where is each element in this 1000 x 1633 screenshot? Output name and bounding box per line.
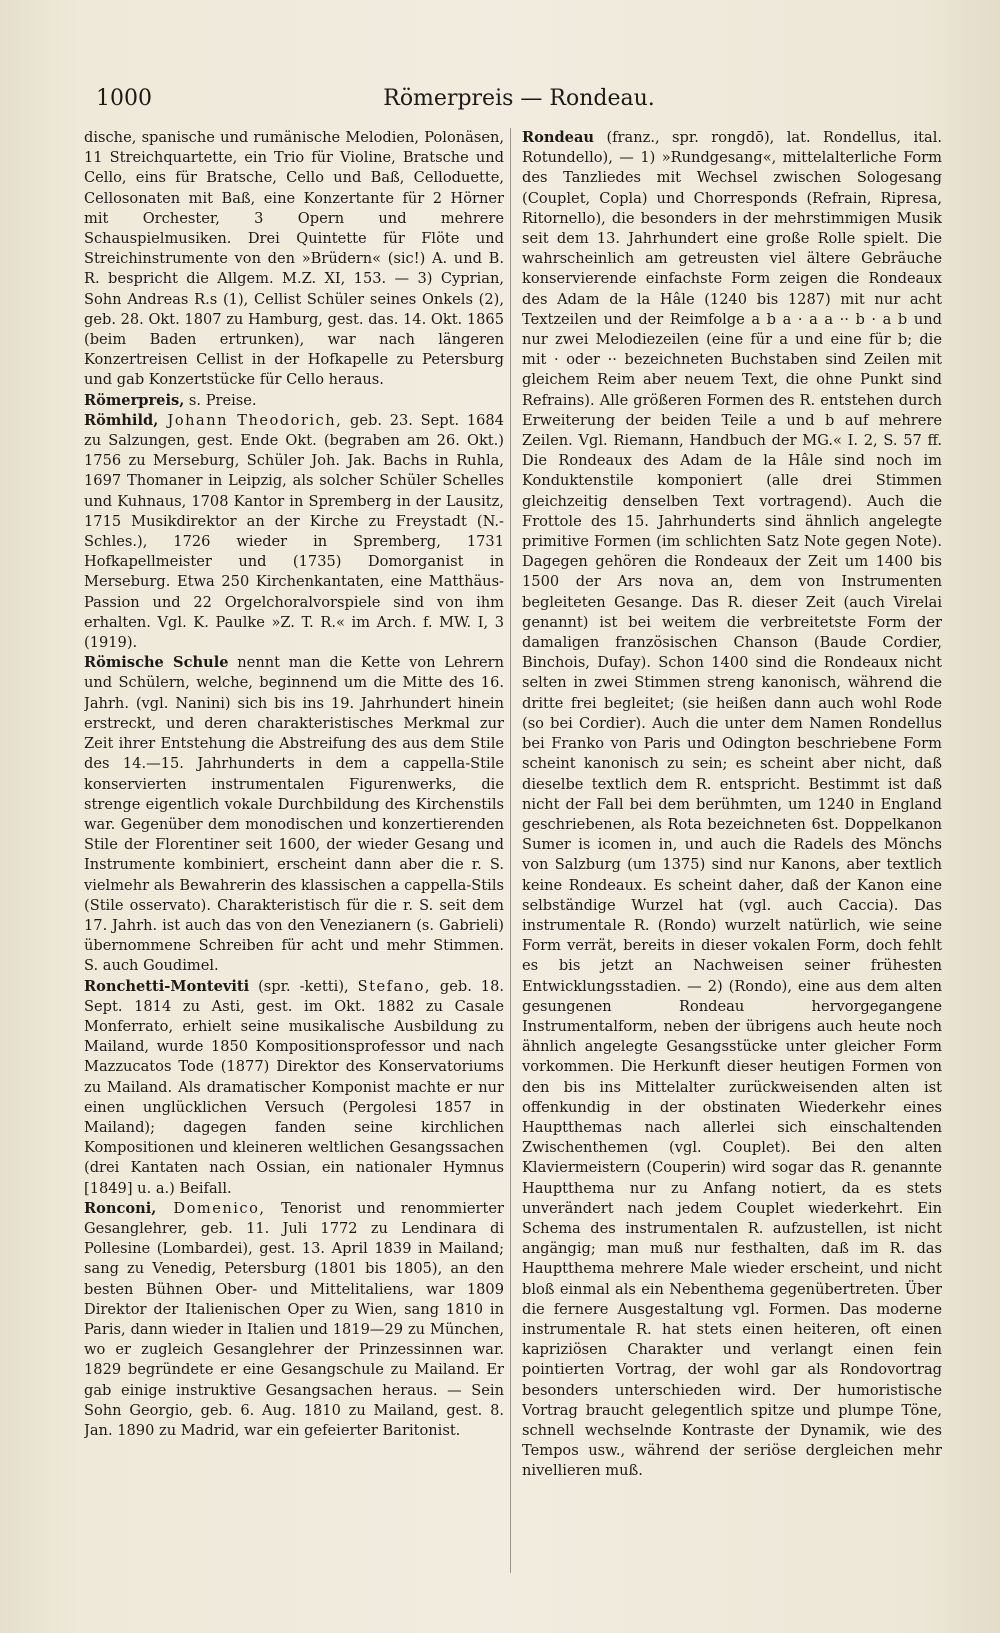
page-number: 1000	[96, 86, 152, 111]
entry-headword: Römerpreis,	[84, 391, 185, 409]
entry-name: Johann Theodorich,	[158, 411, 343, 429]
entry-text: Tenorist und renommierter Gesanglehrer, geb. 11. Juli 1772 zu Lendinara di Pollesine (Lombardei), gest. 13. April 1839 in Mailand; sang zu Venedig, Petersburg (1801 bis 1805), an den besten Bühnen Ober- und Mittelitaliens, war 1809 Direktor der Italienischen Oper zu Wien, sang 1810 in Paris, dann wieder in Italien und 1819—29 zu München, wo er zugleich Gesanglehrer der Prinzessinnen war. 1829 begründete er eine Gesangschule zu Mailand. Er gab einige instruktive Gesangsachen heraus. — Sein Sohn Georgio, geb. 6. Aug. 1810 zu Mailand, gest. 8. Jan. 1890 zu Madrid, war ein gefeierter Baritonist.	[84, 1199, 504, 1439]
right-column	[522, 128, 942, 1588]
entry-headword: Rondeau	[522, 129, 595, 146]
page-header	[96, 86, 942, 118]
column-divider	[510, 128, 511, 1573]
entry-headword: Ronchetti-Monteviti	[84, 977, 250, 995]
entry-ronchetti-monteviti	[84, 977, 504, 1199]
entry-roemhild	[84, 411, 504, 653]
entry-ronconi	[84, 1199, 504, 1441]
entry-text: (franz., spr. rongdō), lat. Rondellus, ital. Rotundello), — 1) »Rundgesang«, mittelalterliche Form des Tanzliedes mit Wechsel zwischen Sologesang (Couplet, Copla) und Chorresponds (Refrain, Ripresa, Ritornello), die besonders in der mehrstimmigen Musik seit dem 13. Jahrhundert eine große Rolle spielt. Die wahrscheinlich am getreusten viel ältere Gebräuche konservierende einfachste Form zeigen die Rondeaux des Adam de la Hâle (1240 bis 1287) mit nur acht Textzeilen und der Reimfolge a b a · a a ·· b · a b und nur zwei Melodiezeilen (eine für a und eine für b; die mit · oder ·· bezeichneten Buchstaben sind Zeilen mit gleichem Reim aber neuem Text, die ohne Punkt sind Refrains). Alle größeren Formen des R. entstehen durch Erweiterung der beiden Teile a und b auf mehrere Zeilen. Vgl. Riemann, Handbuch der MG.« I. 2, S. 57 ff. Die Rondeaux des Adam de la Hâle sind noch im Konduktenstile komponiert (alle drei Stimmen gleichzeitig denselben Text vortragend). Auch die Frottole des 15. Jahrhunderts sind ähnlich angelegte primitive Formen (im schlichten Satz Note gegen Note). Dagegen gehören die Rondeaux der Zeit um 1400 bis 1500 der Ars nova an, dem von Instrumenten begleiteten Gesange. Das R. dieser Zeit (auch Virelai genannt) ist bei weitem die verbreitetste Form der damaligen französischen Chanson (Baude Cordier, Binchois, Dufay). Schon 1400 sind die Rondeaux nicht selten in zwei Stimmen streng kanonisch, während die dritte frei begleitet; (sie heißen dann auch wohl Rode (so bei Cordier). Auch die unter dem Namen Rondellus bei Franko von Paris und Odington beschriebene Form scheint kanonisch zu sein; es scheint aber nicht, daß dieselbe textlich dem R. entspricht. Bestimmt ist daß nicht der Fall bei dem berühmten, um 1240 in England geschriebenen, als Rota bezeichneten 6st. Doppelkanon Sumer is icomen in, und auch die Radels des Mönchs von Salzburg (um 1375) sind nur Kanons, aber textlich keine Rondeaux. Es scheint daher, daß der Kanon eine selbständige Wurzel hat (vgl. auch Caccia). Das instrumentale R. (Rondo) wurzelt natürlich, wie seine Form verrät, bereits in dieser vokalen Form, doch fehlt es bis jetzt an Nachweisen seiner frühesten Entwicklungsstadien. — 2) (Rondo), eine aus dem alten gesungenen Rondeau hervorgegangene Instrumentalform, neben der übrigens auch heute noch ähnlich angelegte Gesangsstücke unter gleicher Form vorkommen. Die Herkunft dieser heutigen Formen von den bis ins Mittelalter zurückweisenden alten ist offenkundig in der obstinaten Wiederkehr eines Hauptthemas nach allerlei sich einschaltenden Zwischenthemen (vgl. Couplet). Bei den alten Klaviermeistern (Couperin) wird sogar das R. genannte Hauptthema nur zu Anfang notiert, da es stets unverändert nach jedem Couplet wiederkehrt. Ein Schema des instrumentalen R. aufzustellen, ist nicht angängig; man muß nur festhalten, daß im R. das Hauptthema mehrere Male wieder erscheint, und nicht bloß einmal als ein Nebenthema gegenübertreten. Über die fernere Ausgestaltung vgl. Formen. Das moderne instrumentale R. hat stets einen heiteren, oft einen kapriziösen Charakter und verlangt einen fein pointierten Vortrag, der wohl gar als Rondovortrag besonders unterschieden wird. Der humoristische Vortrag braucht gelegentlich spitze und plumpe Töne, schnell wechselnde Kontraste der Dynamik, wie des Tempos usw., während der seriöse dergleichen mehr nivellieren muß.	[522, 129, 942, 1480]
entry-roemerpreis	[84, 391, 504, 411]
entry-name: Stefano,	[357, 977, 432, 995]
entry-headword: Römhild,	[84, 411, 159, 429]
entry-headword: Römische Schule	[84, 654, 229, 672]
left-column	[84, 128, 504, 1598]
entry-text: geb. 18. Sept. 1814 zu Asti, gest. im Okt. 1882 zu Casale Monferrato, erhielt seine musikalische Ausbildung zu Mailand, wurde 1850 Kompositionsprofessor und nach Mazzucatos Tode (1877) Direktor des Konservatoriums zu Mailand. Als dramatischer Komponist machte er nur einen unglücklichen Versuch (Pergolesi 1857 in Mailand); dagegen fanden seine kirchlichen Kompositionen und kleineren weltlichen Gesangssachen (drei Kantaten nach Ossian, ein nationaler Hymnus [1849] u. a.) Beifall.	[84, 977, 504, 1197]
entry-rondeau	[522, 128, 942, 1482]
entry-text: geb. 23. Sept. 1684 zu Salzungen, gest. Ende Okt. (begraben am 26. Okt.) 1756 zu Merseburg, Schüler Joh. Jak. Bachs in Ruhla, 1697 Thomaner in Leipzig, als solcher Schüler Schelles und Kuhnaus, 1708 Kantor in Spremberg in der Lausitz, 1715 Musikdirektor an der Kirche zu Freystadt (N.-Schles.), 1726 wieder in Spremberg, 1731 Hofkapellmeister und (1735) Domorganist in Merseburg. Etwa 250 Kirchenkantaten, eine Matthäus-Passion und 22 Orgelchoralvorspiele sind von ihm erhalten. Vgl. K. Paulke »Z. T. R.« im Arch. f. MW. I, 3 (1919).	[84, 411, 504, 652]
entry-continuation	[84, 128, 504, 391]
entry-text: (spr. -ketti),	[249, 977, 358, 995]
entry-headword: Ronconi,	[84, 1199, 157, 1217]
running-head: Römerpreis — Rondeau.	[383, 86, 655, 111]
entry-roemische-schule	[84, 653, 504, 976]
entry-text: s. Preise.	[184, 391, 257, 409]
entry-text: nennt man die Kette von Lehrern und Schülern, welche, beginnend um die Mitte des 16. Jahrh. (vgl. Nanini) sich bis ins 19. Jahrhundert hinein erstreckt, und deren charakteristisches Merkmal zur Zeit ihrer Entstehung die Abstreifung des aus dem Stile des 14.—15. Jahrhunderts in dem a cappella-Stile konservierten instrumentalen Figurenwerks, die strenge eigentlich vokale Durchbildung des Kirchenstils war. Gegenüber dem monodischen und konzertierenden Stile der Florentiner seit 1600, der wieder Gesang und Instrumente kombiniert, erscheint dann aber die r. S. vielmehr als Bewahrerin des klassischen a cappella-Stils (Stile osservato). Charakteristisch für die r. S. seit dem 17. Jahrh. ist auch das von den Venezianern (s. Gabrieli) übernommene Schreiben für acht und mehr Stimmen. S. auch Goudimel.	[84, 654, 504, 975]
entry-name: Domenico,	[156, 1199, 266, 1217]
entry-text: dische, spanische und rumänische Melodien, Polonäsen, 11 Streichquartette, ein Trio für Violine, Bratsche und Cello, eins für Bratsche, Cello und Baß, Celloduette, Cellosonaten mit Baß, eine Konzertante für 2 Hörner mit Orchester, 3 Opern und mehrere Schauspielmusiken. Drei Quintette für Flöte und Streichinstrumente von den »Brüdern« (sic!) A. und B. R. bespricht die Allgem. M.Z. XI, 153. — 3) Cyprian, Sohn Andreas R.s (1), Cellist Schüler seines Onkels (2), geb. 28. Okt. 1807 zu Hamburg, gest. das. 14. Okt. 1865 (beim Baden ertrunken), war nach längeren Konzertreisen Cellist in der Hofkapelle zu Petersburg und gab Konzertstücke für Cello heraus.	[84, 129, 504, 389]
